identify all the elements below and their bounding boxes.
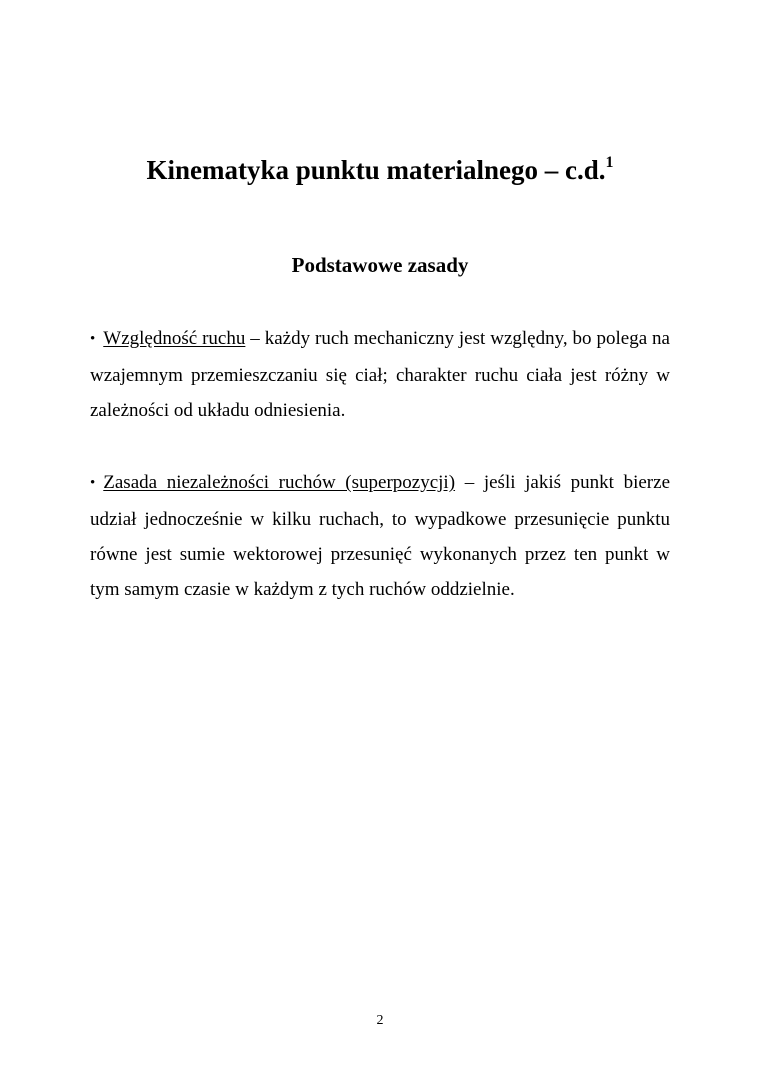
page-number: 2	[376, 1013, 384, 1028]
title-text: Kinematyka punktu materialnego – c.d.	[146, 155, 606, 185]
principle-term: Względność ruchu	[103, 328, 246, 349]
page-title	[0, 153, 760, 187]
section-heading: Podstawowe zasady	[291, 253, 469, 277]
principle-term: Zasada niezależności ruchów (superpozycji)	[103, 472, 456, 493]
bullet-icon: •	[90, 331, 96, 347]
principle-description: – każdy ruch mechaniczny jest względny, bo polega na wzajemnym przemieszczaniu się ciał; charakter ruchu ciała jest różny w zależności od układu odniesienia.	[90, 328, 670, 421]
title-footnote-marker: 1	[605, 154, 614, 171]
principle-item	[90, 321, 670, 428]
principle-description: – jeśli jakiś punkt bierze udział jednocześnie w kilku ruchach, to wypadkowe przesunięcie punktu równe jest sumie wektorowej przesunięć wykonanych przez ten punkt w tym samym czasie w każdym z tych ruchów oddzielnie.	[90, 472, 671, 600]
bullet-icon: •	[90, 475, 96, 491]
principle-item	[90, 465, 670, 607]
